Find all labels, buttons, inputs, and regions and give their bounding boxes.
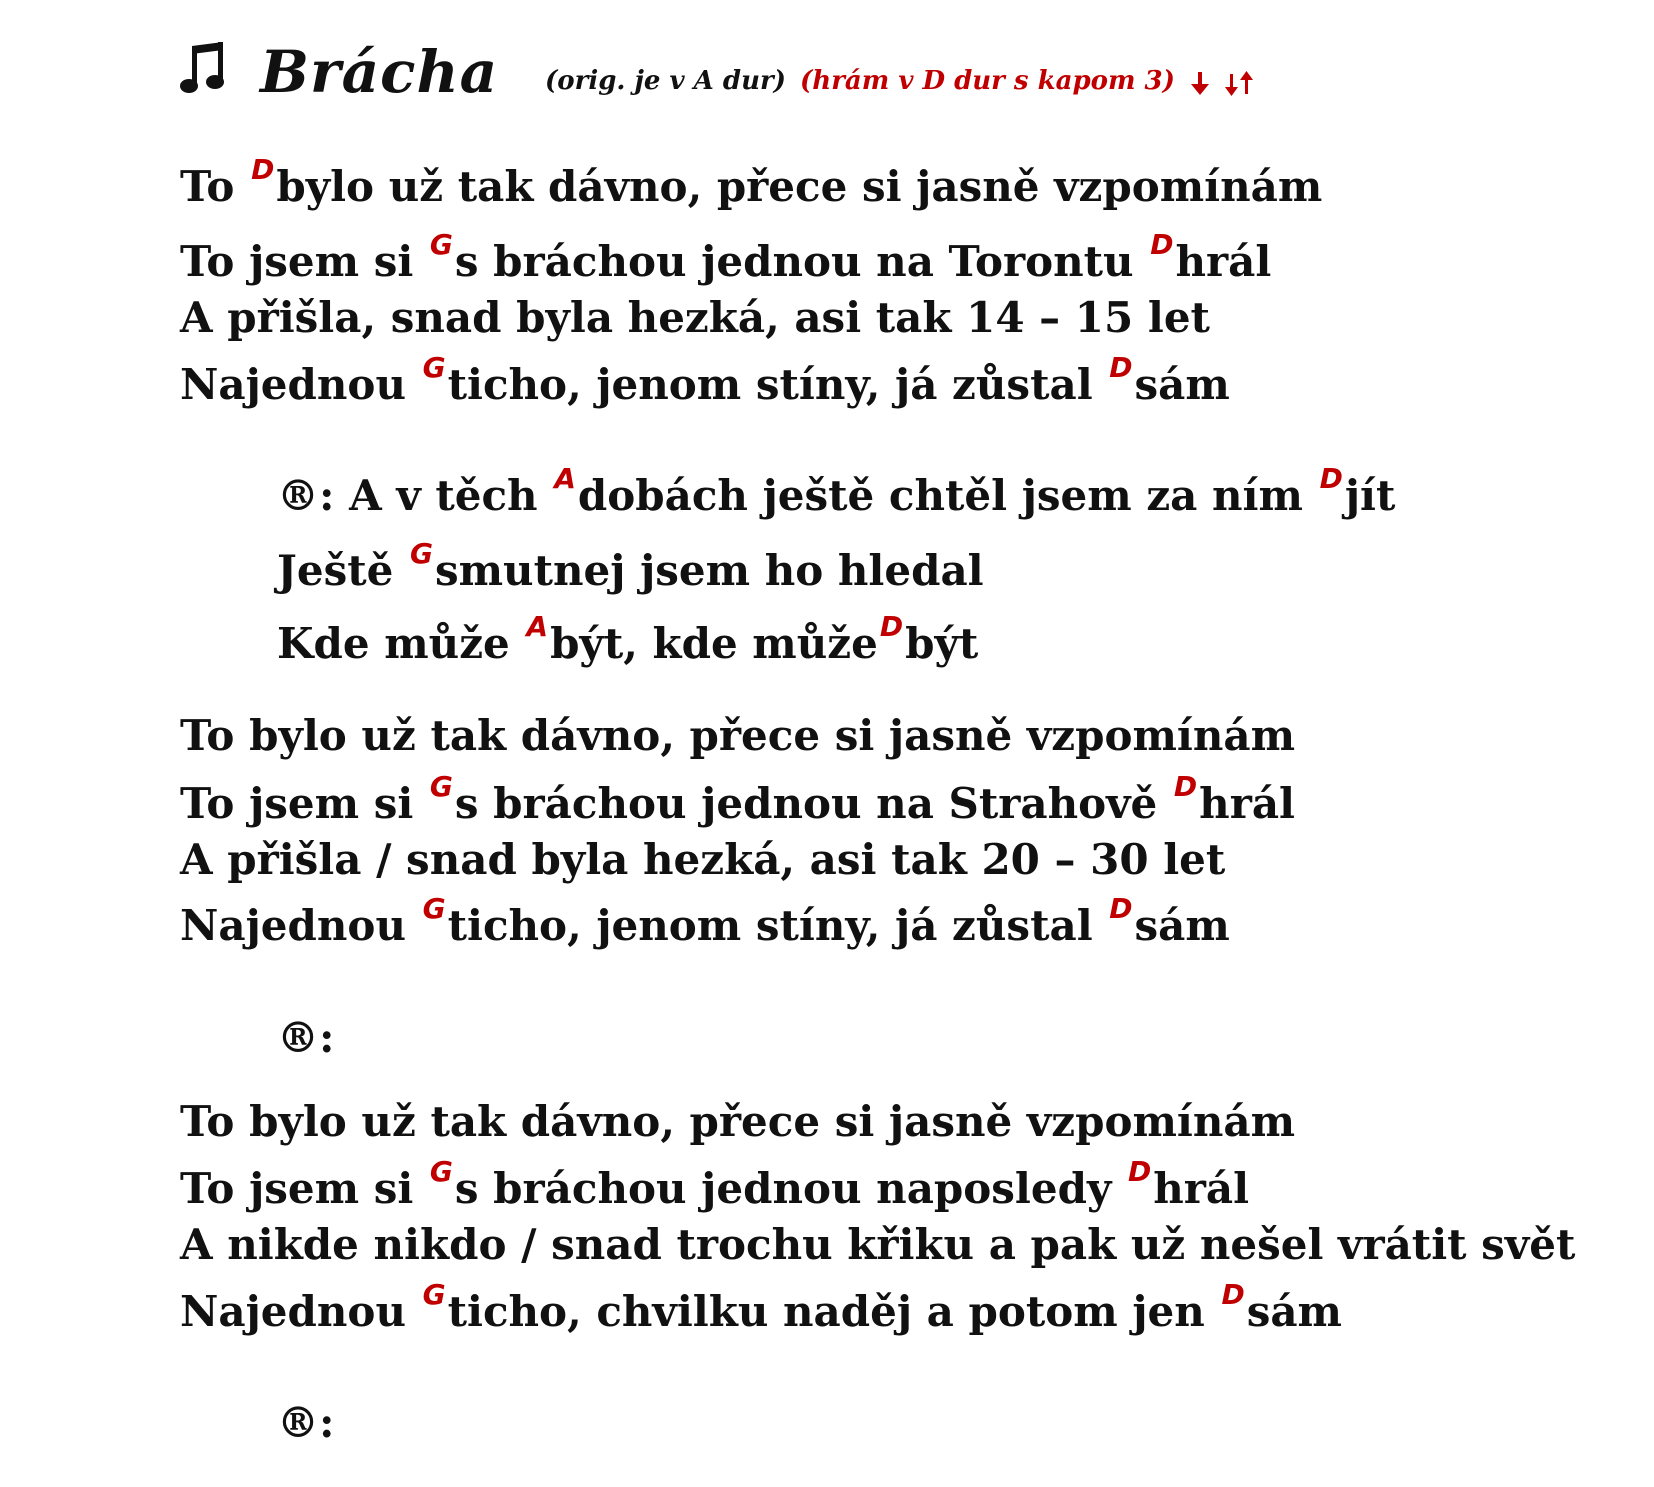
chord-G: G bbox=[422, 1278, 446, 1311]
verse3-line3 bbox=[180, 1220, 1575, 1269]
chord-G: G bbox=[429, 1155, 453, 1188]
chord-G: G bbox=[422, 892, 446, 925]
lyric-text: Najednou bbox=[180, 1287, 421, 1336]
lyric-text: být bbox=[905, 619, 979, 668]
lyric-text: sám bbox=[1134, 901, 1230, 950]
verse2-line4 bbox=[180, 892, 1230, 950]
chorus-line3 bbox=[277, 610, 979, 668]
verse1-line1 bbox=[180, 153, 1323, 211]
lyric-text: To jsem si bbox=[180, 237, 428, 286]
verse2-line1 bbox=[180, 711, 1295, 760]
music-note-icon bbox=[180, 40, 232, 100]
lyric-text: hrál bbox=[1199, 779, 1295, 828]
lyric-text: jít bbox=[1344, 471, 1396, 520]
chord-D: D bbox=[1173, 770, 1198, 803]
lyric-text: hrál bbox=[1153, 1164, 1250, 1213]
chord-G: G bbox=[409, 537, 433, 570]
lyric-text: Najednou bbox=[180, 360, 421, 409]
verse1-line2 bbox=[180, 228, 1272, 286]
lyric-text: Najednou bbox=[180, 901, 421, 950]
capo-note: (hrám v D dur s kapom 3) bbox=[800, 66, 1175, 96]
lyric-text: To jsem si bbox=[180, 779, 428, 828]
lyric-text: Ještě bbox=[277, 546, 408, 595]
chord-G: G bbox=[429, 228, 453, 261]
lyric-text: A přišla / snad byla hezká, asi tak 20 – 30 let bbox=[180, 835, 1226, 884]
chord-G: G bbox=[422, 351, 446, 384]
chord-G: G bbox=[429, 770, 453, 803]
lyric-text: Kde může bbox=[277, 619, 525, 668]
lyric-text: být, kde může bbox=[550, 619, 878, 668]
refrain-mark: ®: bbox=[277, 1398, 335, 1447]
lyric-text: bylo už tak dávno, přece si jasně vzpomínám bbox=[276, 162, 1323, 211]
chord-D: D bbox=[1109, 351, 1133, 384]
chorus-line1 bbox=[277, 462, 1396, 520]
song-title: Brácha bbox=[260, 38, 499, 106]
lyric-text: s bráchou jednou na Strahově bbox=[454, 779, 1172, 828]
lyric-text: dobách ještě chtěl jsem za ním bbox=[577, 471, 1318, 520]
chord-D: D bbox=[1221, 1278, 1245, 1311]
chord-D: D bbox=[1150, 228, 1174, 261]
lyric-text: To jsem si bbox=[180, 1164, 428, 1213]
refrain-mark: ®: bbox=[277, 1013, 335, 1062]
lyric-text: ticho, chvilku naděj a potom jen bbox=[447, 1287, 1220, 1336]
lyric-text: sám bbox=[1134, 360, 1230, 409]
verse3-line2 bbox=[180, 1155, 1250, 1213]
lyric-text: ticho, jenom stíny, já zůstal bbox=[447, 901, 1108, 950]
lyric-text: sám bbox=[1246, 1287, 1342, 1336]
chorus-line2 bbox=[277, 537, 984, 595]
lyric-text: A nikde nikdo / snad trochu křiku a pak už nešel vrátit svět bbox=[180, 1220, 1576, 1269]
lyric-text: To bbox=[180, 162, 250, 211]
transpose-arrows-icon[interactable] bbox=[1190, 68, 1260, 98]
verse3-line1 bbox=[180, 1097, 1295, 1146]
verse2-line2 bbox=[180, 770, 1295, 828]
chord-D: D bbox=[251, 153, 275, 186]
original-key-note: (orig. je v A dur) bbox=[545, 66, 786, 96]
verse3-line4 bbox=[180, 1278, 1342, 1336]
chord-D: D bbox=[1109, 892, 1133, 925]
verse2-line3 bbox=[180, 835, 1225, 884]
chord-D: D bbox=[879, 610, 904, 643]
lyric-text: A přišla, snad byla hezká, asi tak 14 – 15 let bbox=[180, 293, 1210, 342]
chord-A: A bbox=[554, 462, 576, 495]
verse1-line4 bbox=[180, 351, 1230, 409]
lyric-text: hrál bbox=[1175, 237, 1272, 286]
chord-D: D bbox=[1128, 1155, 1152, 1188]
lyric-text: ®: A v těch bbox=[277, 471, 553, 520]
lyric-text: s bráchou jednou na Torontu bbox=[454, 237, 1149, 286]
lyric-text: To bylo už tak dávno, přece si jasně vzpomínám bbox=[180, 1097, 1296, 1146]
chord-D: D bbox=[1319, 462, 1343, 495]
verse1-line3 bbox=[180, 293, 1210, 342]
lyric-text: s bráchou jednou naposledy bbox=[454, 1164, 1127, 1213]
chord-A: A bbox=[526, 610, 549, 643]
lyric-text: ticho, jenom stíny, já zůstal bbox=[447, 360, 1108, 409]
lyric-text: To bylo už tak dávno, přece si jasně vzpomínám bbox=[180, 711, 1296, 760]
lyric-text: smutnej jsem ho hledal bbox=[434, 546, 984, 595]
